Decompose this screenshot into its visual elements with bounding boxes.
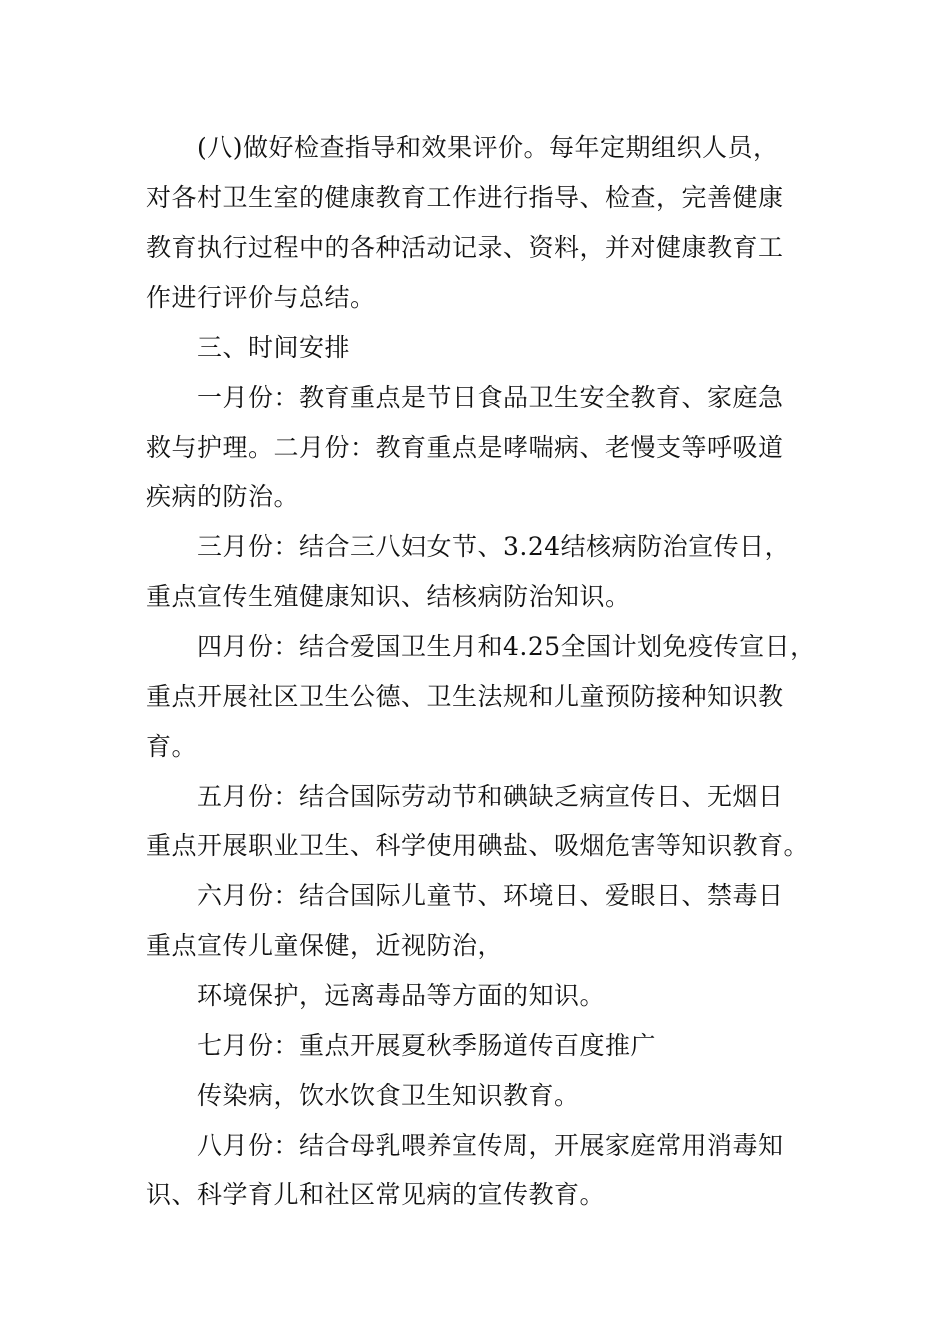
section-heading: 三、时间安排 [197, 333, 351, 362]
text-line: 四月份：结合爱国卫生月和4.25全国计划免疫传宣日， [197, 632, 816, 661]
text-line: 五月份：结合国际劳动节和碘缺乏病宣传日、无烟日 [197, 782, 784, 811]
text-line: 传染病，饮水饮食卫生知识教育。 [197, 1081, 580, 1110]
text-line: 三月份：结合三八妇女节、3.24结核病防治宣传日， [197, 532, 791, 561]
text-line: 一月份：教育重点是节日食品卫生安全教育、家庭急 [197, 383, 784, 412]
text-line: 六月份：结合国际儿童节、环境日、爱眼日、禁毒日 [197, 881, 784, 910]
text-line: 识、科学育儿和社区常见病的宣传教育。 [146, 1180, 606, 1209]
text-line: 救与护理。二月份：教育重点是哮喘病、老慢支等呼吸道 [146, 433, 784, 462]
text-line: 教育执行过程中的各种活动记录、资料，并对健康教育工 [146, 233, 784, 262]
text-line: 育。 [146, 732, 198, 761]
text-line: (八)做好检查指导和效果评价。每年定期组织人员， [197, 133, 779, 162]
text-line: 环境保护，远离毒品等方面的知识。 [197, 981, 606, 1010]
text-line: 对各村卫生室的健康教育工作进行指导、检查，完善健康 [146, 183, 784, 212]
text-line: 重点开展社区卫生公德、卫生法规和儿童预防接种知识教 [146, 682, 784, 711]
text-line: 八月份：结合母乳喂养宣传周，开展家庭常用消毒知 [197, 1131, 784, 1160]
text-line: 作进行评价与总结。 [146, 283, 376, 312]
text-line: 重点宣传儿童保健，近视防治， [146, 931, 504, 960]
text-line: 重点宣传生殖健康知识、结核病防治知识。 [146, 582, 631, 611]
text-line: 重点开展职业卫生、科学使用碘盐、吸烟危害等知识教育。 [146, 831, 810, 860]
text-line: 七月份：重点开展夏秋季肠道传百度推广 [197, 1031, 657, 1060]
text-line: 疾病的防治。 [146, 482, 300, 511]
